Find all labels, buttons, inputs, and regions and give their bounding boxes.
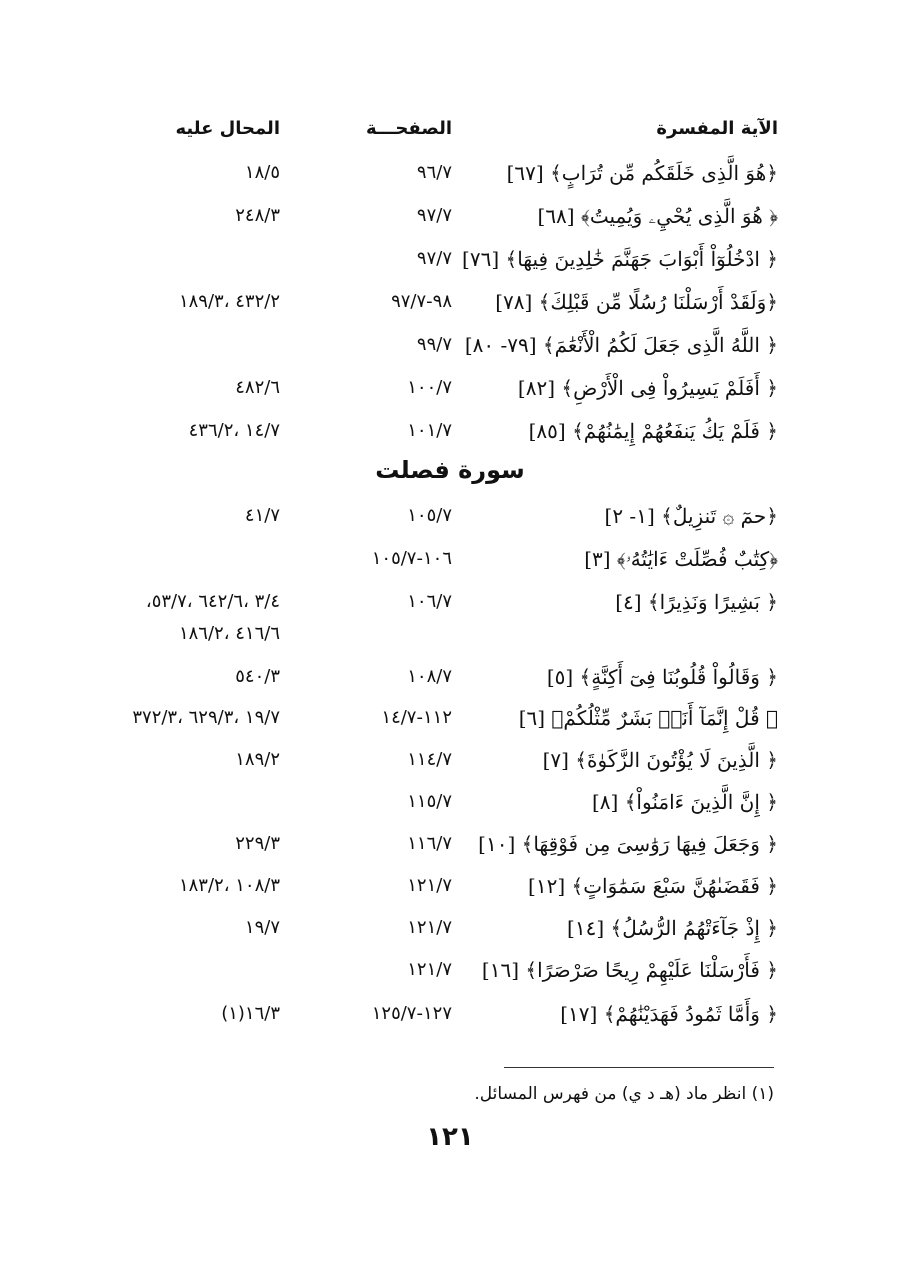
table-row — [0, 327, 900, 363]
table-row — [0, 996, 900, 1032]
table-row — [0, 198, 900, 234]
verse-cell: ﴿ وَجَعَلَ فِيهَا رَوَٰسِىَ مِن فَوْقِهَا﴾ [١٠] — [478, 832, 778, 856]
verse-cell: ﴿كِتَٰبٌ فُصِّلَتْ ءَايَٰتُهُۥ﴾ [٣] — [584, 547, 778, 571]
page-cell: ١٠٥/٧ — [407, 505, 452, 526]
reference-cell: ٤١٦/٦ ،١٨٦/٢ — [178, 623, 280, 644]
reference-cell: ٤٨٢/٦ — [235, 377, 280, 398]
verse-cell: ﴿ وَأَمَّا ثَمُودُ فَهَدَيْنَٰهُمْ﴾ [١٧] — [560, 1002, 778, 1026]
verse-cell: ﴿ قُلْ إِنَّمَآ أَنَا۠ بَشَرٌ مِّثْلُكُمْ﴾ [٦] — [518, 706, 778, 730]
table-row — [0, 498, 900, 534]
page-cell: ١٢١/٧ — [407, 875, 452, 896]
reference-cell: ١٨/٥ — [244, 162, 280, 183]
page-cell: ١١٤/٧ — [407, 749, 452, 770]
table-row — [0, 700, 900, 736]
page-cell: ١١٦/٧ — [407, 833, 452, 854]
table-row — [0, 826, 900, 862]
header-verse: الآية المفسرة — [656, 118, 778, 139]
verse-cell: ﴿ وَقَالُواْ قُلُوبُنَا فِىٓ أَكِنَّةٍ﴾ [٥] — [546, 665, 778, 689]
verse-cell: ﴿ الَّذِينَ لَا يُؤْتُونَ الزَّكَوٰةَ﴾ [٧] — [542, 748, 778, 772]
surah-title — [0, 456, 900, 490]
table-header — [0, 118, 900, 148]
verse-cell: ﴿ بَشِيرًا وَنَذِيرًا﴾ [٤] — [615, 590, 778, 614]
page-cell: ١٠٦-١٠٥/٧ — [371, 548, 452, 569]
header-reference: المحال عليه — [175, 118, 280, 139]
header-page: الصفحـــة — [366, 118, 452, 139]
footnote-divider — [504, 1067, 774, 1068]
verse-cell: ﴿وَلَقَدْ أَرْسَلْنَا رُسُلًا مِّن قَبْلِكَ﴾ [٧٨] — [495, 290, 778, 314]
reference-cell: ٢٢٩/٣ — [235, 833, 280, 854]
reference-cell: ٤١/٧ — [244, 505, 280, 526]
table-row — [0, 370, 900, 406]
verse-cell: ﴿ إِذْ جَآءَتْهُمُ الرُّسُلُ﴾ [١٤] — [567, 916, 778, 940]
page-cell: ١١٥/٧ — [407, 791, 452, 812]
page-cell: ٩٨-٩٧/٧ — [391, 291, 452, 312]
page-cell: ٩٩/٧ — [416, 334, 452, 355]
page-cell: ١٠٨/٧ — [407, 666, 452, 687]
verse-cell: ﴿حمٓ ۞ تَنزِيلٌ﴾ [١- ٢] — [604, 504, 778, 528]
reference-cell: ٥٤٠/٣ — [235, 666, 280, 687]
reference-cell: ١٩/٧ — [244, 917, 280, 938]
table-row — [0, 413, 900, 449]
verse-cell: ﴿ أَفَلَمْ يَسِيرُواْ فِى الْأَرْضِ﴾ [٨٢] — [517, 376, 778, 400]
table-row — [0, 241, 900, 277]
page-cell: ٩٧/٧ — [416, 248, 452, 269]
verse-cell: ﴿ إِنَّ الَّذِينَ ءَامَنُواْ﴾ [٨] — [591, 790, 778, 814]
reference-cell: ١٨٩/٢ — [235, 749, 280, 770]
surah-title-text: سورة فصلت — [375, 456, 525, 484]
verse-cell: ﴿هُوَ الَّذِى خَلَقَكُم مِّن تُرَابٍ﴾ [٦٧] — [506, 161, 778, 185]
verse-cell: ﴿ اللَّهُ الَّذِى جَعَلَ لَكُمُ الْأَنْعَٰمَ﴾ [٧٩- ٨٠] — [464, 333, 778, 357]
verse-cell: ﴿ هُوَ الَّذِى يُحْيِۦ وَيُمِيتُ﴾ [٦٨] — [537, 204, 778, 228]
table-row — [0, 784, 900, 820]
page-cell: ١٢١/٧ — [407, 959, 452, 980]
page-cell: ١٠٦/٧ — [407, 591, 452, 612]
reference-cell: ١٤/٧ ،٤٣٦/٢ — [188, 420, 280, 441]
verse-cell: ﴿ ادْخُلُوٓاْ أَبْوَابَ جَهَنَّمَ خَٰلِدِينَ فِيهَا﴾ [٧٦] — [462, 247, 778, 271]
page-cell: ١١٢-١٤/٧ — [381, 707, 452, 728]
footnote: (١) انظر ماد (هـ د ي) من فهرس المسائل. — [474, 1084, 774, 1104]
table-row — [0, 742, 900, 778]
page-number: ١٢١ — [426, 1122, 474, 1152]
reference-cell: ١٩/٧ ،٦٢٩/٣ ،٣٧٢/٣ — [132, 707, 280, 728]
table-row — [0, 659, 900, 695]
page-cell: ١٢١/٧ — [407, 917, 452, 938]
table-row — [0, 910, 900, 946]
table-row — [0, 541, 900, 577]
reference-cell: ١٦/٣(١) — [221, 1003, 280, 1024]
verse-cell: ﴿ فَأَرْسَلْنَا عَلَيْهِمْ رِيحًا صَرْصَرًا﴾ [١٦] — [481, 958, 778, 982]
page-cell: ١٠٠/٧ — [407, 377, 452, 398]
reference-cell: ١٠٨/٣ ،١٨٣/٢ — [178, 875, 280, 896]
reference-cell: ٣/٤ ،٦٤٢/٦ ،٥٣/٧، — [145, 591, 280, 612]
table-row — [0, 584, 900, 620]
reference-cell: ٤٣٢/٢ ،١٨٩/٣ — [178, 291, 280, 312]
page-cell: ١٢٧-١٢٥/٧ — [371, 1003, 452, 1024]
table-row-continuation — [0, 616, 900, 652]
page-cell: ١٠١/٧ — [407, 420, 452, 441]
page-cell: ٩٦/٧ — [416, 162, 452, 183]
reference-cell: ٢٤٨/٣ — [235, 205, 280, 226]
table-row — [0, 284, 900, 320]
page-cell: ٩٧/٧ — [416, 205, 452, 226]
verse-cell: ﴿ فَلَمْ يَكُ يَنفَعُهُمْ إِيمَٰنُهُمْ﴾ [٨٥] — [528, 419, 778, 443]
table-row — [0, 952, 900, 988]
table-row — [0, 155, 900, 191]
verse-cell: ﴿ فَقَضَىٰهُنَّ سَبْعَ سَمَٰوَاتٍ﴾ [١٢] — [528, 874, 778, 898]
table-row — [0, 868, 900, 904]
